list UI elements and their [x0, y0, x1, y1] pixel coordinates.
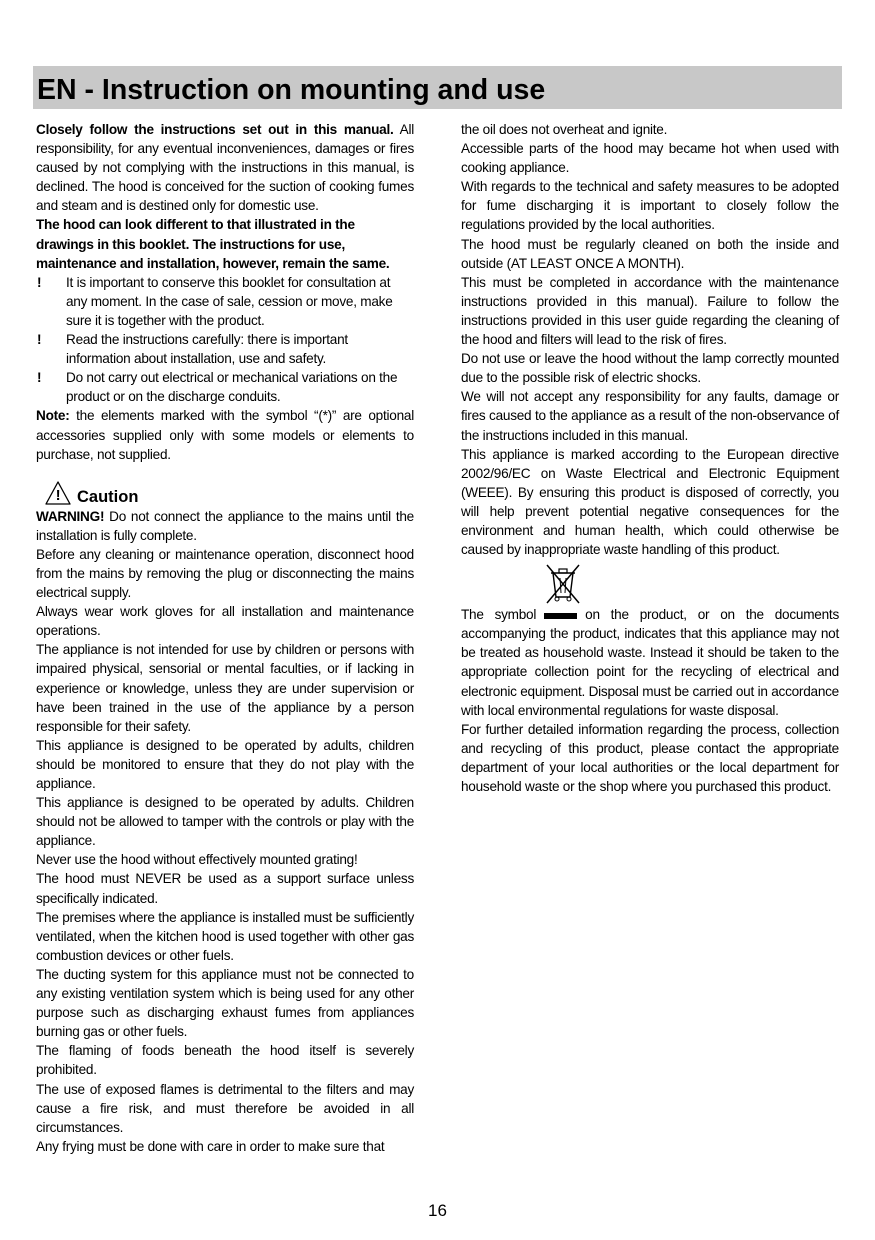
- note-text: the elements marked with the symbol “(*)” are optional accessories supplied only with some models or elements to purchase, not supplied.: [36, 408, 414, 462]
- warning-label: WARNING!: [36, 508, 105, 524]
- symbol-paragraph: [461, 605, 839, 720]
- intro-text: All responsibility, for any eventual inconveniences, damages or fires caused by not complying with the instructions in this manual, is declined. The hood is conceived for the suction of cooking fumes and steam and is destined only for domestic use.: [36, 122, 414, 214]
- intro-paragraph: [36, 120, 414, 215]
- safety-paragraph: The ducting system for this appliance must not be connected to any existing ventilation system which is being used for any other purpose such as discharging exhaust fumes from appliances burning gas or other fuels.: [36, 966, 414, 1040]
- safety-paragraph: Any frying must be done with care in order to make sure that: [36, 1138, 385, 1154]
- warning-paragraph: [36, 507, 414, 545]
- bullet-item: [36, 273, 414, 330]
- safety-paragraph: This appliance is designed to be operated by adults. Children should not be allowed to tamper with the controls or play with the appliance.: [36, 795, 414, 849]
- left-column: [36, 120, 414, 1156]
- notice-paragraph: [36, 215, 414, 272]
- notice-bold: The hood can look different to that illustrated in the drawings in this booklet. The instructions for use, maintenance and installation, however, remain the same.: [36, 217, 390, 271]
- crossed-bin-icon: [543, 561, 583, 605]
- caution-title: Caution: [77, 487, 139, 506]
- bullet-text: It is important to conserve this booklet for consultation at any moment. In the case of sale, cession or move, make sure it is together with the product.: [66, 274, 393, 328]
- exclamation-icon: !: [37, 370, 42, 386]
- safety-paragraph: The appliance is not intended for use by children or persons with impaired physical, sensorial or mental faculties, or if lacking in experience or knowledge, unless they are under supervision or have been trained in the use of the appliance by a person responsible for their safety.: [36, 642, 414, 734]
- safety-paragraph: The premises where the appliance is installed must be sufficiently ventilated, when the kitchen hood is used together with other gas combustion devices or other fuels.: [36, 909, 414, 963]
- title-bar: [33, 66, 842, 109]
- intro-bold: Closely follow the instructions set out in this manual.: [36, 122, 394, 137]
- symbol-prefix: The symbol: [461, 607, 537, 623]
- note-label: Note:: [36, 408, 70, 424]
- info-paragraph: The hood must be regularly cleaned on both the inside and outside (AT LEAST ONCE A MONTH).: [461, 236, 839, 271]
- safety-paragraph: The hood must NEVER be used as a support surface unless specifically indicated.: [36, 871, 414, 906]
- caution-heading: [36, 471, 414, 507]
- info-paragraph: We will not accept any responsibility for any faults, damage or fires caused to the appliance as a result of the non-observance of the instructions included in this manual.: [461, 389, 839, 443]
- bullet-text: Do not carry out electrical or mechanical variations on the product or on the discharge conduits.: [66, 370, 398, 405]
- safety-paragraph: Before any cleaning or maintenance operation, disconnect hood from the mains by removing the plug or disconnecting the mains electrical supply.: [36, 546, 414, 601]
- safety-paragraph: The flaming of foods beneath the hood itself is severely prohibited.: [36, 1043, 414, 1078]
- note-paragraph: [36, 406, 414, 463]
- page-title: EN - Instruction on mounting and use: [37, 74, 546, 106]
- info-paragraph: Do not use or leave the hood without the lamp correctly mounted due to the possible risk of electric shocks.: [461, 351, 839, 386]
- page-number: 16: [428, 1201, 447, 1220]
- safety-paragraph: Never use the hood without effectively mounted grating!: [36, 852, 358, 868]
- symbol-suffix: on the product, or on the documents accompanying the product, indicates that this appliance may not be treated as household waste. Instead it should be taken to the appropriate collection point for the recycling of electrical and electronic equipment. Disposal must be carried out in accordance with local environmental regulations for waste disposal.: [461, 607, 839, 718]
- safety-paragraph: Always wear work gloves for all installation and maintenance operations.: [36, 604, 414, 639]
- safety-paragraph: The use of exposed flames is detrimental to the filters and may cause a fire risk, and must therefore be avoided in all circumstances.: [36, 1081, 414, 1135]
- info-paragraph: Accessible parts of the hood may became hot when used with cooking appliance.: [461, 141, 839, 176]
- warning-triangle-icon: [45, 481, 71, 505]
- info-paragraph: This must be completed in accordance with the maintenance instructions provided in this manual). Failure to follow the instructions provided in this user guide regarding the cleaning of the hood and filters will lead to the risk of fires.: [461, 274, 839, 348]
- svg-text:!: !: [55, 486, 61, 504]
- right-column: [461, 120, 839, 796]
- bullet-item: [36, 330, 414, 368]
- black-bar-icon: [544, 613, 577, 619]
- safety-paragraph: This appliance is designed to be operated by adults, children should be monitored to ensure that they do not play with the appliance.: [36, 737, 414, 791]
- info-paragraph: the oil does not overheat and ignite.: [461, 122, 668, 137]
- exclamation-icon: !: [37, 332, 42, 348]
- info-paragraph: With regards to the technical and safety measures to be adopted for fume discharging it is important to closely follow the regulations provided by the local authorities.: [461, 179, 839, 233]
- closing-paragraph: For further detailed information regarding the process, collection and recycling of this product, please contact the appropriate department of your local authorities or the local department for household waste or the shop where you purchased this product.: [461, 721, 839, 794]
- warning-text: Do not connect the appliance to the mains until the installation is fully complete.: [36, 508, 414, 543]
- bullet-item: [36, 368, 414, 406]
- bullet-text: Read the instructions carefully: there is important information about installation, use and safety.: [66, 332, 348, 367]
- exclamation-icon: !: [37, 274, 42, 290]
- weee-paragraph: This appliance is marked according to the European directive 2002/96/EC on Waste Electrical and Electronic Equipment (WEEE). By ensuring this product is disposed of correctly, you will help prevent potential negative consequences for the environment and human health, which could otherwise be caused by inappropriate waste handling of this product.: [461, 446, 839, 558]
